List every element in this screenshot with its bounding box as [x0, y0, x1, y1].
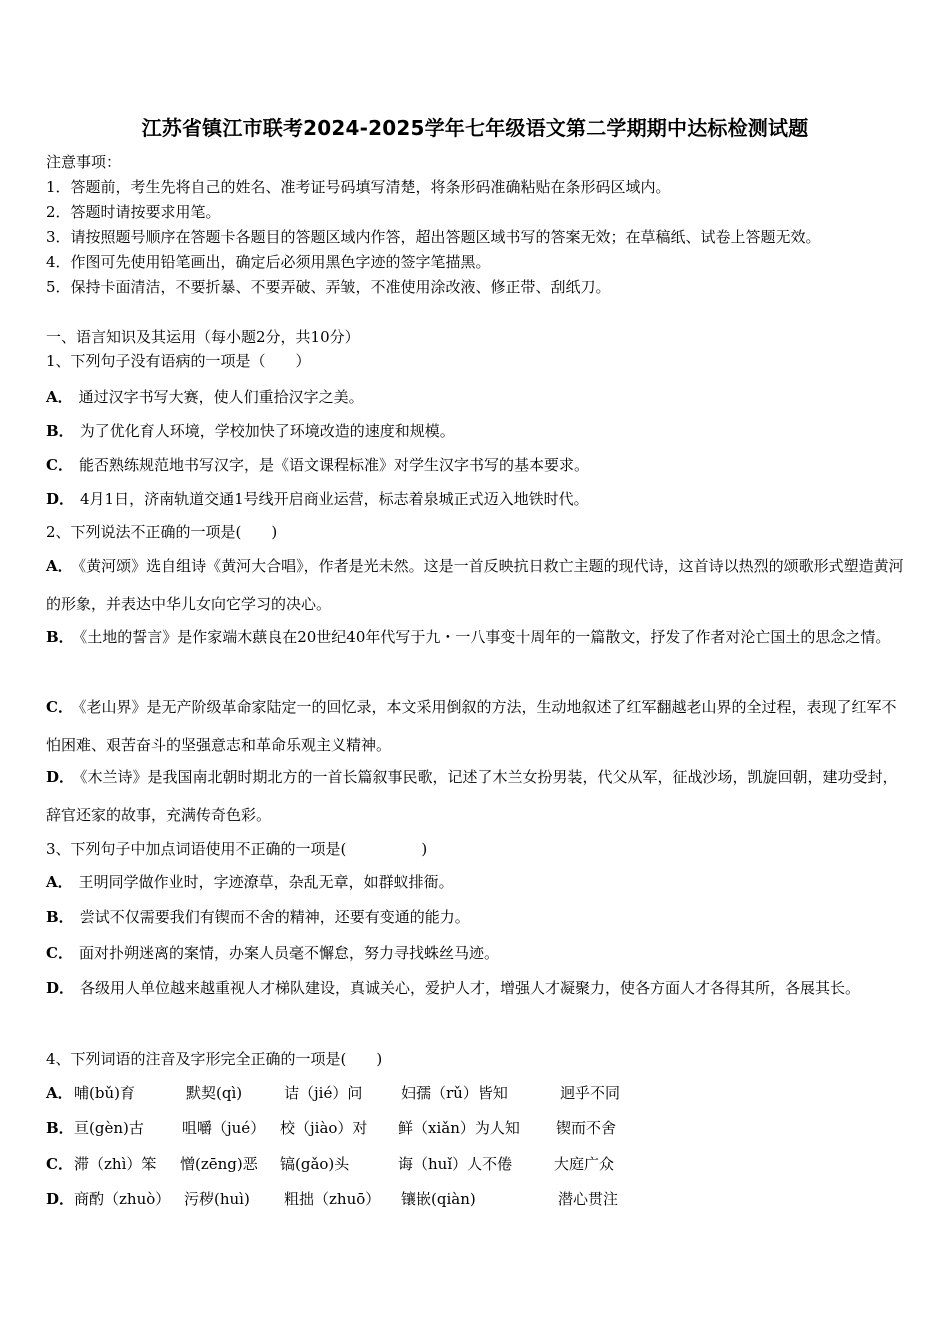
option-label: D．	[46, 490, 75, 508]
question-3-option-c	[46, 943, 910, 963]
option-label: A．	[46, 388, 73, 406]
question-3-stem: 3、下列句子中加点词语使用不正确的一项是( )	[46, 840, 428, 858]
option-word: 鲜（xiǎn）为人知	[398, 1119, 520, 1137]
option-word: 大庭广众	[554, 1155, 615, 1173]
option-label: D．	[46, 979, 75, 997]
notice-item: 2．答题时请按要求用笔。	[46, 203, 221, 221]
question-2-stem: 2、下列说法不正确的一项是( )	[46, 523, 278, 541]
option-text: 4月1日，济南轨道交通1号线开启商业运营，标志着泉城正式迈入地铁时代。	[80, 490, 589, 508]
option-text: 面对扑朔迷离的案情，办案人员毫不懈怠，努力寻找蛛丝马迹。	[78, 944, 499, 962]
option-label: A．	[46, 873, 73, 891]
option-word: 镐(gǎo)头	[280, 1155, 350, 1173]
option-word: 诘（jié）问	[284, 1084, 363, 1102]
question-1-option-d	[46, 489, 910, 509]
option-label: C．	[46, 944, 73, 962]
option-label: D．	[46, 768, 75, 786]
option-text: 王明同学做作业时，字迹潦草，杂乱无章，如群蚁排衙。	[78, 873, 454, 891]
option-text: 《木兰诗》是我国南北朝时期北方的一首长篇叙事民歌，记述了木兰女扮男装，代父从军，征战沙场，凯旋回朝，建功受封，辞官还家的故事，充满传奇色彩。	[46, 768, 898, 824]
option-text: 为了优化育人环境，学校加快了环境改造的速度和规模。	[79, 422, 455, 440]
option-label: B．	[46, 422, 74, 440]
option-text: 通过汉字书写大赛，使人们重拾汉字之美。	[78, 388, 364, 406]
question-3-option-a	[46, 872, 910, 892]
option-word: 哺(bǔ)育	[74, 1084, 135, 1102]
question-1-stem: 1、下列句子没有语病的一项是（ ）	[46, 352, 311, 370]
option-text: 能否熟练规范地书写汉字，是《语文课程标准》对学生汉字书写的基本要求。	[78, 456, 589, 474]
notice-item: 5．保持卡面清洁，不要折暴、不要弄破、弄皱，不准使用涂改液、修正带、刮纸刀。	[46, 278, 611, 296]
option-word: 亘(gèn)古	[74, 1119, 144, 1137]
option-label: A．	[46, 557, 73, 575]
page-title: 江苏省镇江市联考2024-2025学年七年级语文第二学期期中达标检测试题	[141, 116, 809, 140]
question-1-option-a	[46, 387, 910, 407]
option-word: 锲而不舍	[556, 1119, 617, 1137]
notice-item: 3．请按照题号顺序在答题卡各题目的答题区域内作答，超出答题区域书写的答案无效；在草稿纸、试卷上答题无效。	[46, 228, 821, 246]
question-1-option-c	[46, 455, 910, 475]
option-label: C．	[46, 456, 73, 474]
option-word: 粗拙（zhuō）	[284, 1190, 381, 1208]
option-word: 潜心贯注	[558, 1190, 619, 1208]
notice-item: 1．答题前，考生先将自己的姓名、准考证号码填写清楚，将条形码准确粘贴在条形码区域内。	[46, 178, 671, 196]
option-label: B．	[46, 1119, 74, 1137]
question-3-option-d	[46, 969, 910, 1007]
option-word: 妇孺（rǔ）皆知	[401, 1084, 508, 1102]
option-label: B．	[46, 628, 74, 646]
option-word: 污秽(huì)	[184, 1190, 250, 1208]
question-2-option-b	[46, 618, 910, 656]
option-word: 滞（zhì）笨	[74, 1155, 157, 1173]
question-2-option-d	[46, 758, 910, 834]
option-text: 《土地的誓言》是作家端木蕻良在20世纪40年代写于九・一八事变十周年的一篇散文，抒发了作者对沦亡国土的思念之情。	[79, 628, 891, 646]
option-label: A．	[46, 1084, 73, 1102]
option-word: 默契(qì)	[186, 1084, 243, 1102]
option-text: 尝试不仅需要我们有锲而不舍的精神，还要有变通的能力。	[79, 908, 470, 926]
question-2-option-c	[46, 688, 910, 764]
option-word: 商酌（zhuò）	[74, 1190, 171, 1208]
notice-heading: 注意事项：	[46, 153, 122, 171]
option-word: 憎(zēng)恶	[180, 1155, 258, 1173]
section-heading: 一、语言知识及其运用（每小题2分，共10分）	[46, 328, 360, 346]
option-word: 校（jiào）对	[280, 1119, 368, 1137]
question-4-stem: 4、下列词语的注音及字形完全正确的一项是( )	[46, 1050, 383, 1068]
question-3-option-b	[46, 907, 910, 927]
option-label: C．	[46, 698, 73, 716]
notice-item: 4．作图可先使用铅笔画出，确定后必须用黑色字迹的签字笔描黑。	[46, 253, 491, 271]
option-label: C．	[46, 1155, 73, 1173]
option-label: D．	[46, 1190, 75, 1208]
option-text: 《老山界》是无产阶级革命家陆定一的回忆录，本文采用倒叙的方法，生动地叙述了红军翻越老山界的全过程，表现了红军不怕困难、艰苦奋斗的坚强意志和革命乐观主义精神。	[46, 698, 897, 754]
question-2-option-a	[46, 547, 910, 623]
question-1-option-b	[46, 421, 910, 441]
option-word: 诲（huǐ）人不倦	[398, 1155, 513, 1173]
option-word: 咀嚼（jué）	[182, 1119, 266, 1137]
option-word: 迥乎不同	[560, 1084, 621, 1102]
option-label: B．	[46, 908, 74, 926]
option-word: 镶嵌(qiàn)	[401, 1190, 476, 1208]
option-text: 各级用人单位越来越重视人才梯队建设，真诚关心，爱护人才，增强人才凝聚力，使各方面人才各得其所，各展其长。	[80, 979, 861, 997]
option-text: 《黄河颂》选自组诗《黄河大合唱》，作者是光未然。这是一首反映抗日救亡主题的现代诗，这首诗以热烈的颂歌形式塑造黄河的形象，并表达中华儿女向它学习的决心。	[46, 557, 904, 613]
